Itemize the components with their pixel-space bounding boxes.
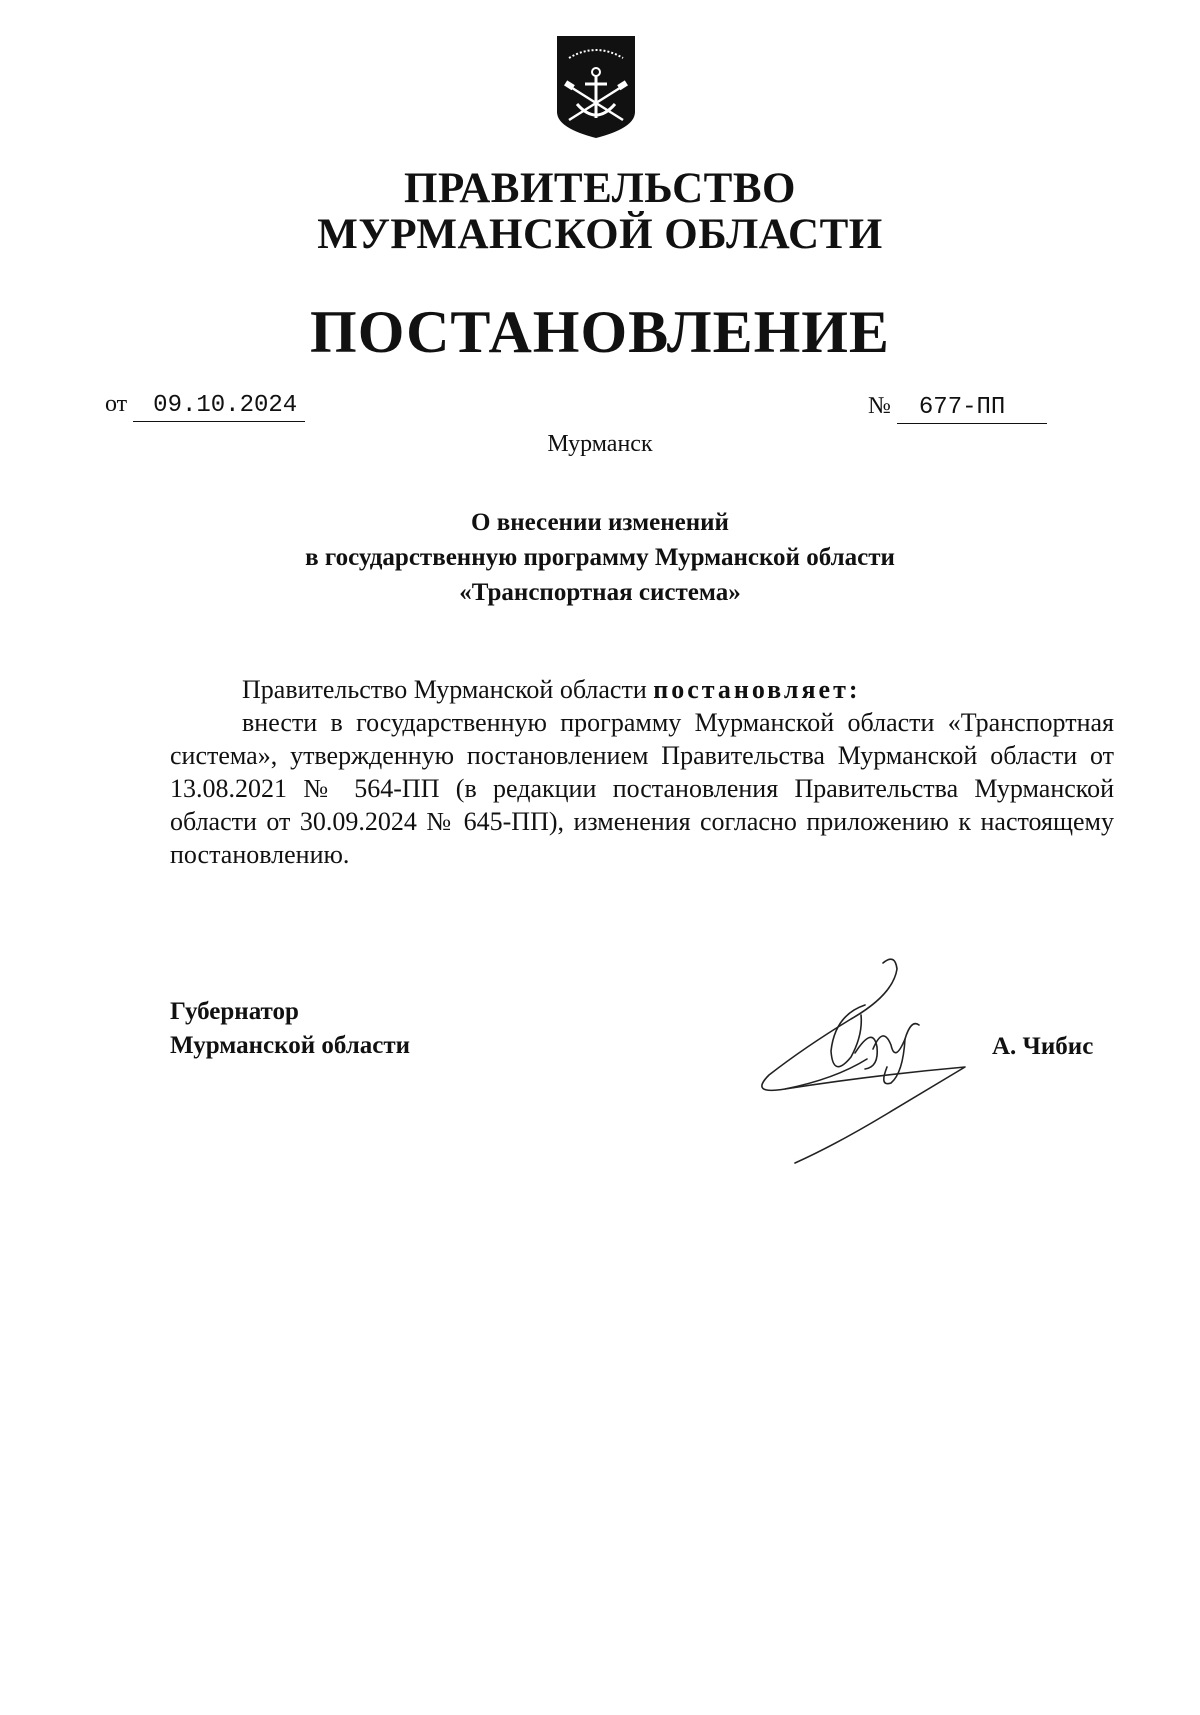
subject-line1: О внесении изменений [471, 509, 729, 536]
signatory-name: А. Чибис [992, 1033, 1094, 1060]
number-row [868, 392, 1047, 424]
subject-line2: в государственную программу Мурманской области [305, 544, 895, 571]
document-number: 677-ПП [897, 394, 1047, 424]
subject-line3: «Транспортная система» [459, 579, 741, 606]
document-subject [0, 505, 1200, 610]
decree-word: постановляет: [653, 675, 861, 704]
document-type: ПОСТАНОВЛЕНИЕ [310, 299, 890, 365]
number-prefix: № [868, 393, 891, 419]
coat-of-arms-icon [555, 34, 637, 140]
document-body [170, 673, 1114, 871]
date-row [105, 390, 305, 422]
signatory-position [170, 995, 410, 1063]
document-date: 09.10.2024 [133, 392, 305, 422]
intro-text: Правительство Мурманской области [242, 675, 647, 704]
position-line2: Мурманской области [170, 1032, 411, 1059]
date-prefix: от [105, 391, 128, 417]
org-title-line1: ПРАВИТЕЛЬСТВО [404, 165, 796, 212]
city: Мурманск [547, 431, 653, 457]
org-title-line2: МУРМАНСКОЙ ОБЛАСТИ [317, 211, 883, 258]
intro-paragraph [170, 673, 1114, 706]
main-paragraph: внести в государственную программу Мурманской области «Транспортная система», утвержденную постановлением Правительства Мурманской области от 13.08.2021 № 564-ПП (в редакции постановления Правительства Мурманской области от 30.09.2024 № 645-ПП), изменения согласно приложению к настоящему постановлению. [170, 708, 1114, 869]
handwritten-signature [755, 955, 995, 1165]
position-line1: Губернатор [170, 998, 299, 1025]
